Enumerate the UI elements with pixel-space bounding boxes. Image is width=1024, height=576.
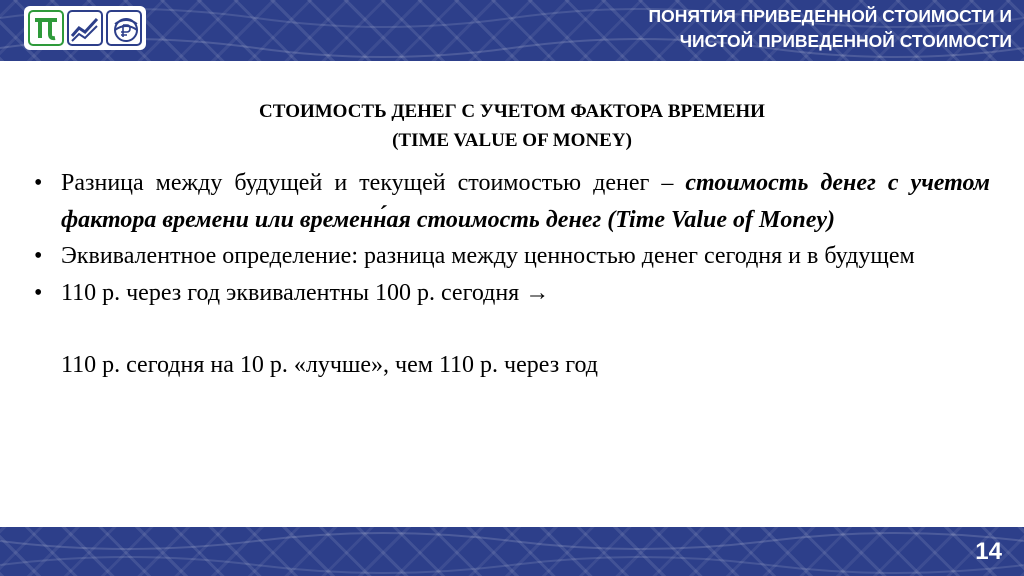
slide-title-line2: (TIME VALUE OF MONEY) — [392, 130, 632, 151]
header-title-line2: ЧИСТОЙ ПРИВЕДЕННОЙ СТОИМОСТИ — [679, 31, 1012, 51]
bullet-text-emphasis: стоимость денег с учетом фактора времени или временн́ая стоимость денег (Time Value of Money) — [61, 170, 990, 233]
bullet-icon: • — [34, 279, 43, 306]
header-title — [492, 4, 1012, 54]
footer-band — [0, 527, 1024, 576]
bullet-item-2 — [34, 238, 990, 275]
globe-ruble-icon — [106, 10, 142, 46]
bullet-icon: • — [34, 243, 43, 269]
bullet-item-1 — [34, 165, 990, 238]
slide-title-line1: СТОИМОСТЬ ДЕНЕГ С УЧЕТОМ ФАКТОРА ВРЕМЕНИ — [259, 101, 765, 122]
chart-wave-icon — [67, 10, 103, 46]
decorative-waves — [0, 527, 1024, 576]
slide-content — [34, 165, 990, 384]
bullet-text: 110 р. через год эквивалентны 100 р. сегодня → — [61, 279, 550, 306]
pi-icon — [28, 10, 64, 46]
bullet-item-3 — [34, 275, 990, 312]
slide-title — [0, 97, 1024, 155]
bullet-text-plain: Разница между будущей и текущей стоимостью денег – — [61, 170, 686, 196]
bullet-text: Эквивалентное определение: разница между ценностью денег сегодня и в будущем — [61, 243, 915, 269]
bullet-icon: • — [34, 170, 43, 196]
logo — [24, 6, 146, 50]
page-number: 14 — [975, 538, 1002, 565]
header-band — [0, 0, 1024, 61]
extra-line: 110 р. сегодня на 10 р. «лучше», чем 110 р. через год — [61, 352, 598, 378]
header-title-line1: ПОНЯТИЯ ПРИВЕДЕННОЙ СТОИМОСТИ И — [648, 6, 1012, 26]
